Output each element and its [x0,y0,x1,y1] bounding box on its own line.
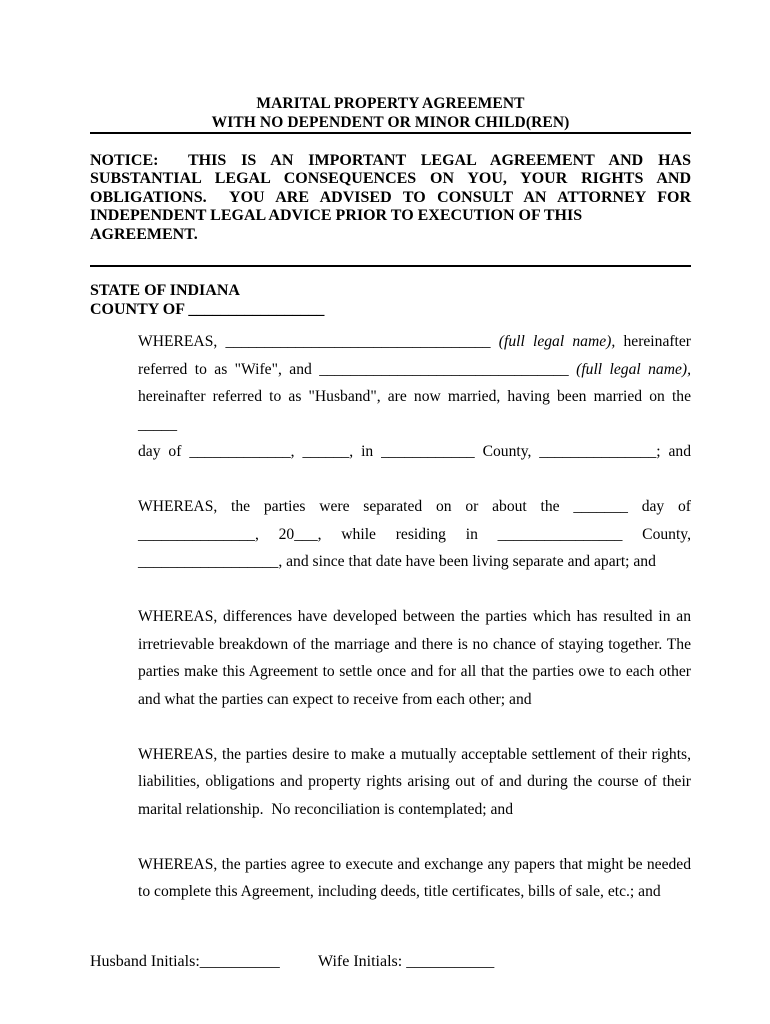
text-line [138,603,691,631]
text-segment: liabilities, obligations and property rights arising out of and during the course of their [138,773,691,791]
initials-footer [90,952,691,972]
text-line [138,548,691,576]
text-line [90,152,691,170]
state-line: STATE OF INDIANA [90,282,240,300]
county-blank-underscore: _________________ [188,300,325,318]
text-line [138,521,691,549]
text-segment: ________________________________ [319,360,577,378]
text-segment: WHEREAS, differences have developed between the parties which has resulted in an [138,608,691,626]
document-title-line-1: MARITAL PROPERTY AGREEMENT [256,95,525,112]
text-line [138,356,691,384]
wife-initials-group [318,952,494,972]
text-segment: irretrievable breakdown of the marriage and there is no chance of staying together. The [138,635,691,653]
text-line [138,741,691,769]
whereas-paragraph-1 [138,328,691,466]
text-line [138,658,691,686]
text-line [138,686,691,714]
text-line [138,383,691,438]
text-line [138,438,691,466]
title-divider-rule [90,132,691,134]
text-line [90,189,691,207]
whereas-paragraph-4 [138,741,691,824]
whereas-paragraph-3 [138,603,691,713]
text-line [138,796,691,824]
text-segment: OBLIGATIONS. YOU ARE ADVISED TO CONSULT AN ATTORNEY FOR [90,188,691,206]
text-line [138,328,691,356]
text-segment: __________________, and since that date have been living separate and apart; and [138,553,656,571]
text-segment: WHEREAS, the parties were separated on or about the _______ day of [138,498,691,516]
text-segment: INDEPENDENT LEGAL ADVICE PRIOR TO EXECUTION OF THIS AGREEMENT. [90,207,583,243]
text-line [138,768,691,796]
recitals-section [138,328,691,906]
text-segment: parties make this Agreement to settle once and for all that the parties owe to each other [138,663,691,681]
text-segment: and what the parties can expect to receive from each other; and [138,690,532,708]
text-segment: SUBSTANTIAL LEGAL CONSEQUENCES ON YOU, YOUR RIGHTS AND [90,170,691,188]
text-line [138,631,691,659]
italic-text-segment: (full legal name), [498,333,616,351]
wife-initials-blank-underscore: ___________ [406,953,495,970]
text-segment: marital relationship. No reconciliation is contemplated; and [138,800,514,818]
husband-initials-blank-underscore: __________ [199,953,280,970]
text-line [138,851,691,879]
italic-text-segment: (full legal name), [576,360,691,378]
whereas-paragraph-2 [138,493,691,576]
text-line [138,493,691,521]
notice-paragraph [90,152,691,244]
wife-initials-label: Wife Initials: [318,953,407,970]
text-segment: referred to as "Wife", and [138,360,320,378]
text-segment: hereinafter referred to as "Husband", are now married, having been married on the [138,388,691,406]
document-title-line-2: WITH NO DEPENDENT OR MINOR CHILD(REN) [211,114,570,131]
text-segment: WHEREAS, the parties desire to make a mutually acceptable settlement of their rights, [138,745,691,763]
text-segment: __________________________________ [225,333,499,351]
section-divider-rule [90,265,691,267]
jurisdiction-block [90,282,691,319]
text-segment: _______________, 20___, while residing in ________________ County, [138,525,691,543]
text-segment: NOTICE: THIS IS AN IMPORTANT LEGAL AGREEMENT AND HAS [90,152,691,169]
text-segment: WHEREAS, [138,333,226,351]
text-line [90,170,691,188]
county-line [90,301,691,320]
text-line [138,878,691,906]
document-content [90,0,691,933]
text-segment: to complete this Agreement, including deeds, title certificates, bills of sale, etc.; and [138,883,661,901]
text-segment: day of _____________, ______, in ____________ County, _______________; and [138,443,691,461]
whereas-paragraph-5 [138,851,691,906]
husband-initials-group [90,953,280,970]
text-segment: hereinafter [615,333,691,351]
text-line [90,207,691,244]
county-label: COUNTY OF [90,300,189,318]
text-segment: WHEREAS, the parties agree to execute and exchange any papers that might be needed [138,855,691,873]
document-title [90,94,691,132]
husband-initials-label: Husband Initials: [90,953,200,970]
text-segment: _____ [138,415,177,433]
